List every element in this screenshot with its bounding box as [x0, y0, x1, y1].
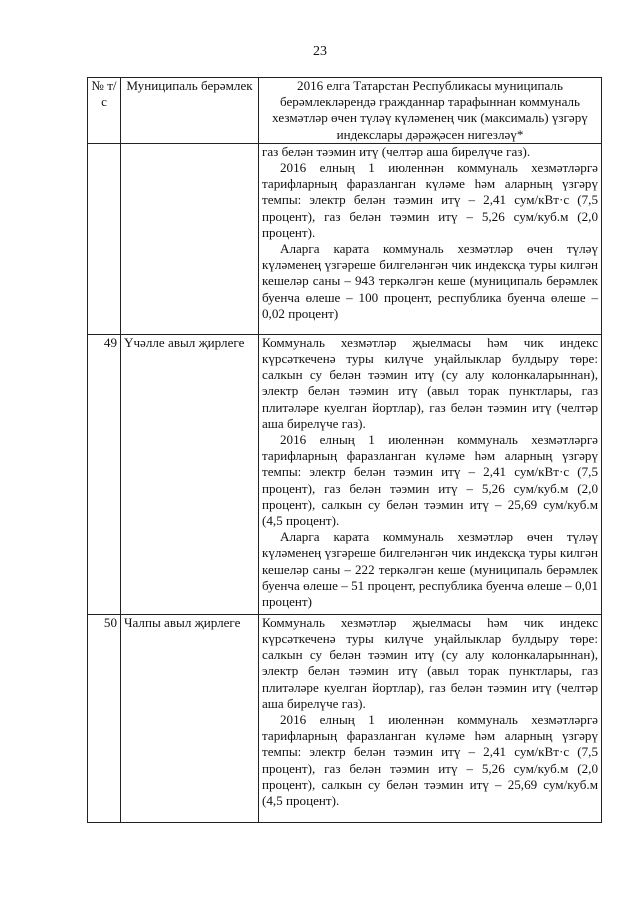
paragraph: 2016 елның 1 июленнән коммуналь хезмәтләргә тарифларның фаразланган күләме һәм аларның үзгәрү темпы: электр белән тәэмин итү – 2,41 сум/кВт·с (7,5 процент), газ белән тәэмин итү – 5,26 сум/куб.м (2,0 процент), салкын су белән тәэмин итү – 25,69 сум/куб.м (4,5 процент). [262, 712, 598, 809]
page-number: 23 [313, 44, 327, 59]
table-row [88, 143, 602, 334]
row-description [259, 614, 602, 822]
paragraph: газ белән тәэмин итү (челтәр аша бирелүче газ). [262, 143, 531, 159]
row-number: 49 [88, 334, 121, 614]
tariff-table [87, 77, 602, 823]
row-description [259, 143, 602, 334]
row-description [259, 334, 602, 614]
paragraph: Коммуналь хезмәтләр җыелмасы һәм чик индекс күрсәткеченә туры килүче уңайлыклар булдыру төре: салкын су белән тәэмин итү (су алу колонкаларыннан), электр белән тәэмин итү (авыл торак пунктлары, газ плитәләре куелган йортлар), газ белән тәэмин итү (челтәр аша бирелүче газ). [262, 614, 598, 711]
header-municipality: Муниципаль берәмлек [121, 78, 259, 144]
table-row [88, 334, 602, 614]
paragraph: Аларга карата коммуналь хезмәтләр өчен түләү күләменең үзгәреше билгеләнгән чик индексқа туры килгән кешеләр саны – 222 теркәлгән кеше (муниципаль берәмлек буенча өлеше – 51 процент, республика буенча өлеше – 0,01 процент) [262, 529, 598, 610]
paragraph: 2016 елның 1 июленнән коммуналь хезмәтләргә тарифларның фаразланган күләме һәм аларның үзгәрү темпы: электр белән тәэмин итү – 2,41 сум/кВт·с (7,5 процент), газ белән тәэмин итү – 5,26 сум/куб.м (2,0 процент), салкын су белән тәэмин итү – 25,69 сум/куб.м (4,5 процент). [262, 432, 598, 529]
paragraph: Аларга карата коммуналь хезмәтләр өчен түләү күләменең үзгәреше билгеләнгән чик индексқа туры килгән кешеләр саны – 943 теркәлгән кеше (муниципаль берәмлек буенча өлеше – 100 процент, республика буенча өлеше – 0,02 процент) [262, 241, 598, 321]
paragraph: 2016 елның 1 июленнән коммуналь хезмәтләргә тарифларның фаразланган күләме һәм аларның үзгәрү темпы: электр белән тәэмин итү – 2,41 сум/кВт·с (7,5 процент), газ белән тәэмин итү – 5,26 сум/куб.м (2,0 процент). [262, 160, 598, 240]
header-num: № т/с [88, 78, 121, 144]
table-header-row [88, 78, 602, 144]
header-description: 2016 елга Татарстан Республикасы муниципаль берәмлекләрендә гражданнар тарафыннан коммуналь хезмәтләр өчен түләү күләменең чик (максималь) үзгәрү индекслары дәрәҗәсен нигезләү* [259, 78, 602, 144]
row-number [88, 143, 121, 334]
paragraph: Коммуналь хезмәтләр җыелмасы һәм чик индекс күрсәткеченә туры килүче уңайлыклар булдыру төре: салкын су белән тәэмин итү (су алу колонкаларыннан), электр белән тәэмин итү (авыл торак пунктлары, газ плитәләре куелган йортлар), газ белән тәэмин итү (челтәр аша бирелүче газ). [262, 334, 598, 431]
row-number: 50 [88, 614, 121, 822]
row-municipality: Үчәлле авыл җирлеге [121, 334, 259, 614]
row-municipality [121, 143, 259, 334]
table-row [88, 614, 602, 822]
row-municipality: Чалпы авыл җирлеге [121, 614, 259, 822]
